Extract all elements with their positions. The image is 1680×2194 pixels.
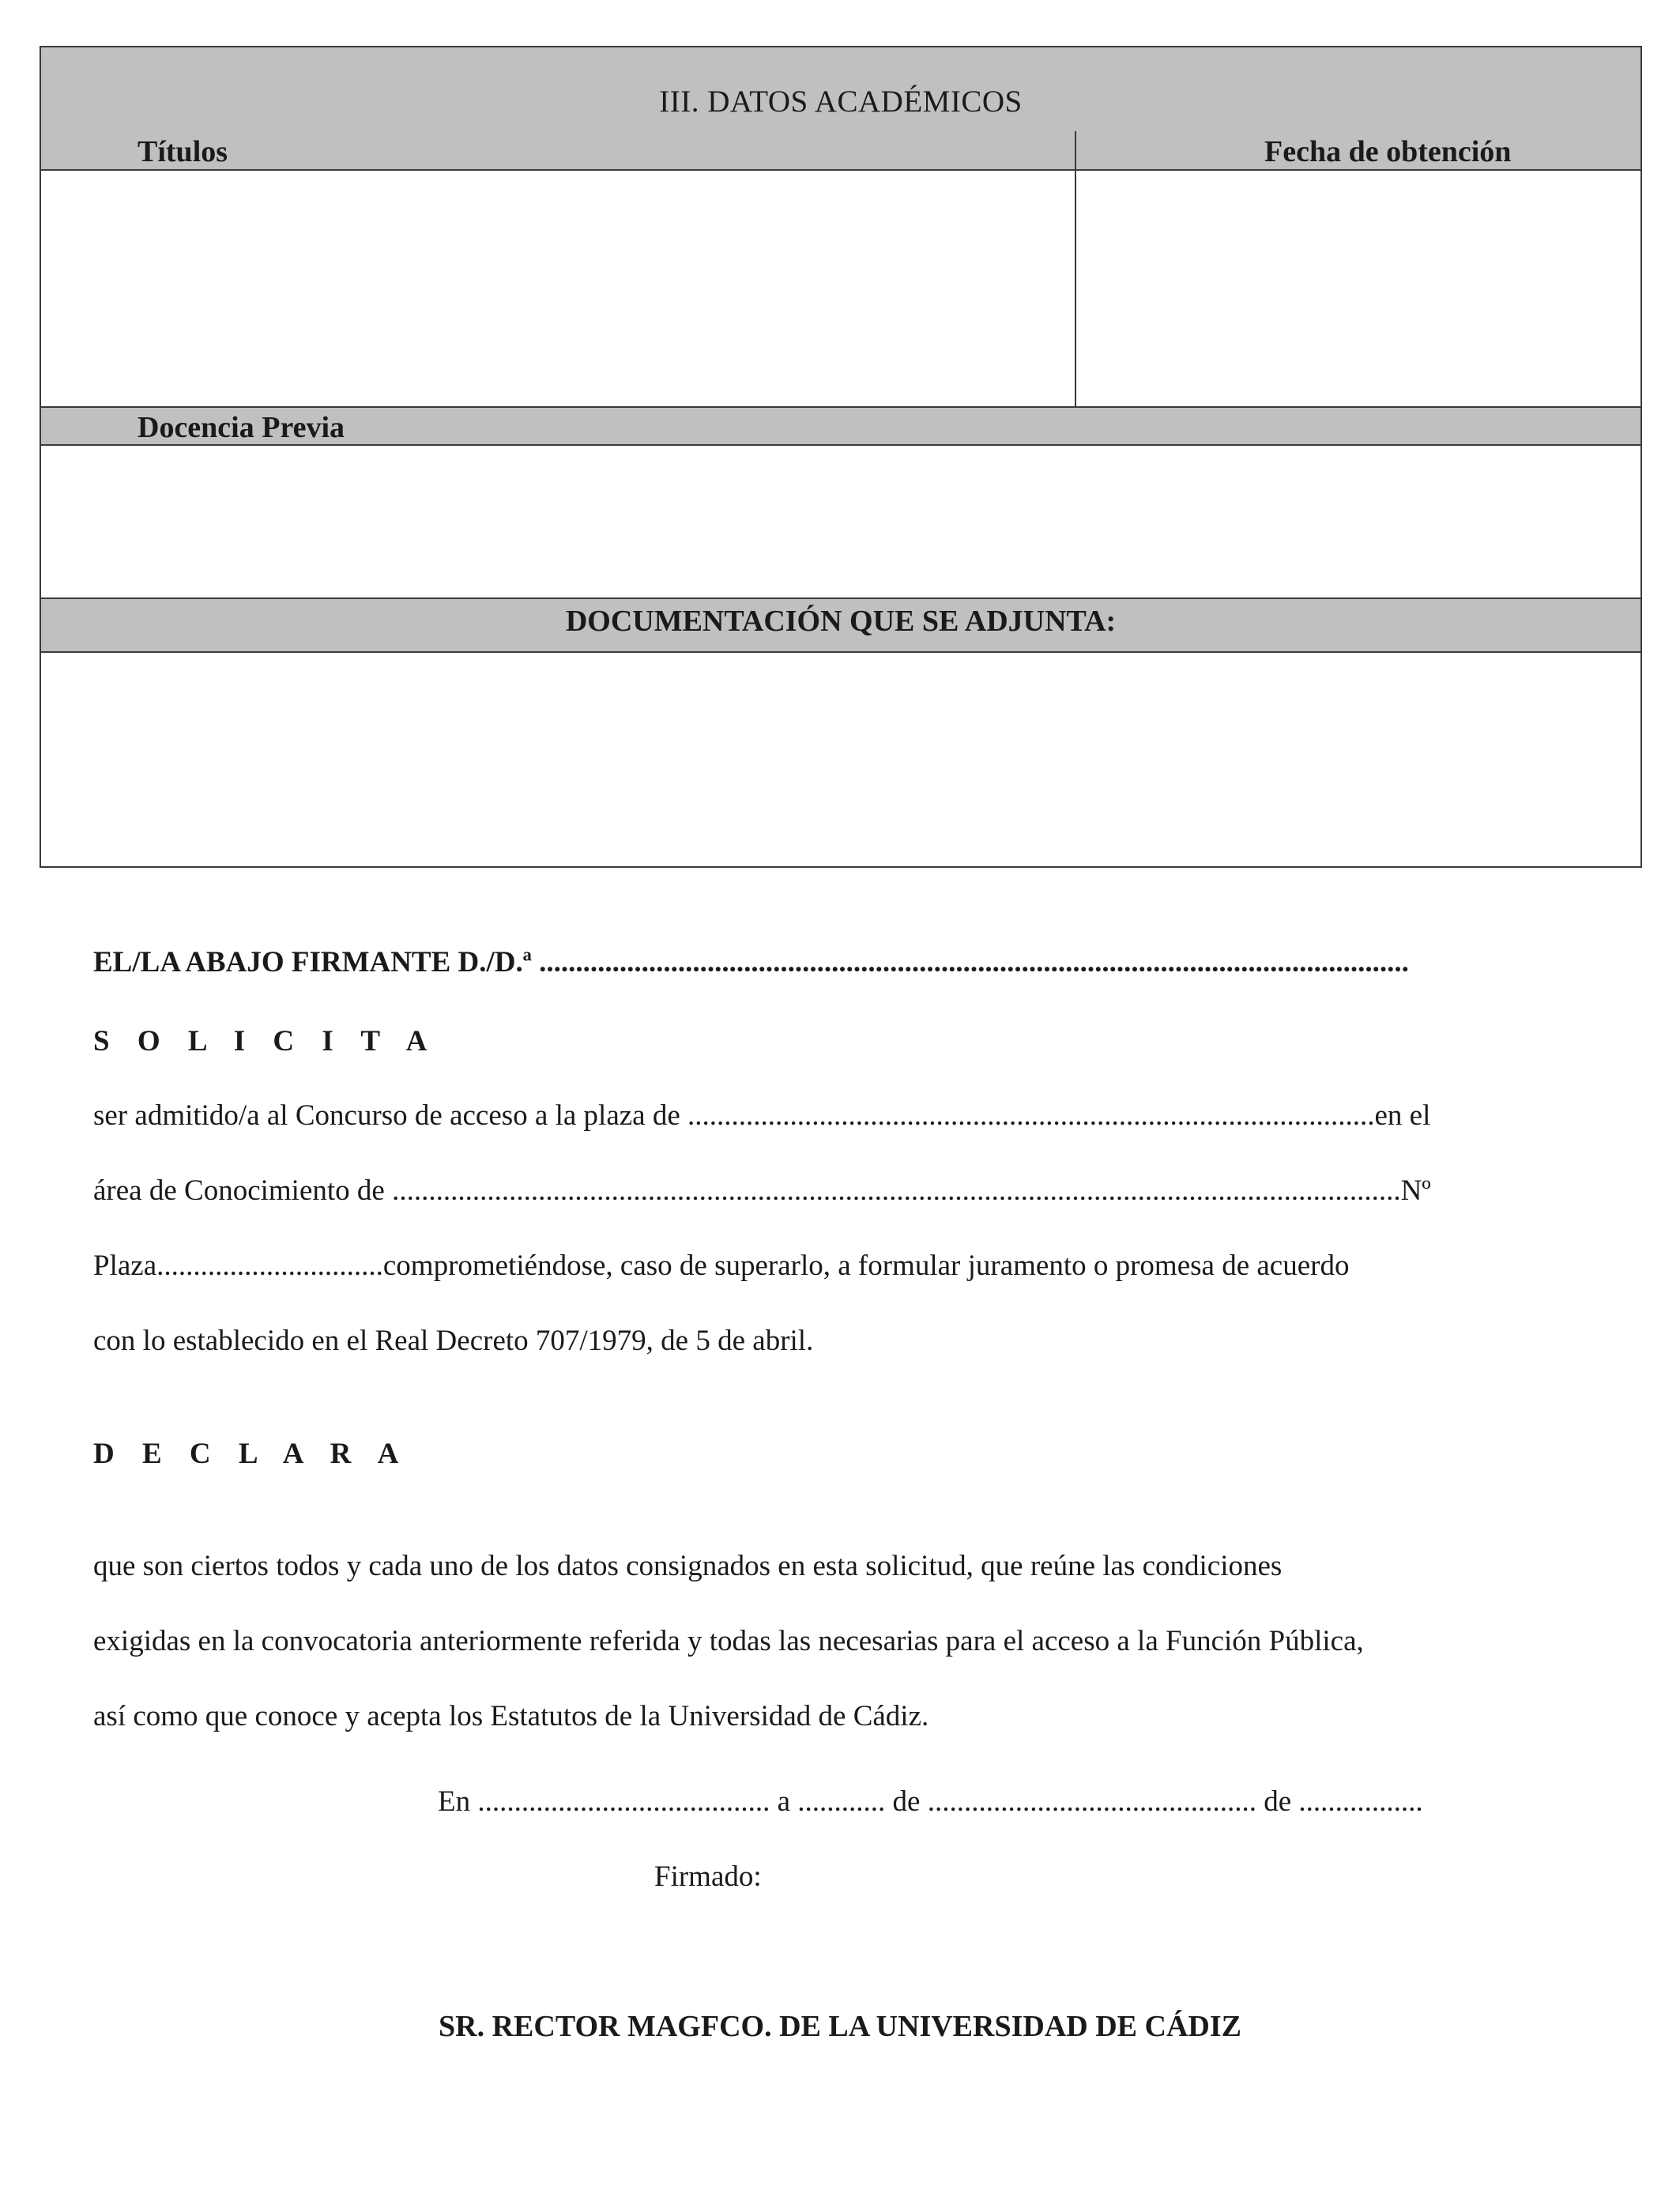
- firmado-label: Firmado:: [654, 1860, 762, 1893]
- section-title: III. DATOS ACADÉMICOS: [659, 85, 1023, 119]
- solicita-line-3: Plaza...............................comprometiéndose, caso de superarlo, a formular juramento o promesa de acuerdo: [93, 1250, 1350, 1282]
- declara-line-2: exigidas en la convocatoria anteriormente referida y todas las necesarias para el acceso a la Función Pública,: [93, 1625, 1364, 1657]
- titulos-field[interactable]: [41, 171, 1075, 406]
- fecha-column-header: Fecha de obtención: [1264, 135, 1512, 168]
- destinatario: SR. RECTOR MAGFCO. DE LA UNIVERSIDAD DE CÁDIZ: [439, 2010, 1241, 2043]
- section-header: [41, 47, 1640, 133]
- documentacion-header-row: [41, 598, 1640, 653]
- declara-line-1: que son ciertos todos y cada uno de los datos consignados en esta solicitud, que reúne las condiciones: [93, 1550, 1283, 1582]
- titles-header-row: [41, 131, 1640, 171]
- declara-line-3: así como que conoce y acepta los Estatutos de la Universidad de Cádiz.: [93, 1700, 929, 1732]
- documentacion-label: DOCUMENTACIÓN QUE SE ADJUNTA:: [565, 605, 1117, 638]
- solicita-line-4: con lo establecido en el Real Decreto 707/1979, de 5 de abril.: [93, 1325, 814, 1357]
- docencia-previa-label: Docencia Previa: [137, 411, 345, 444]
- docencia-header-row: [41, 406, 1640, 446]
- firmante-line: EL/LA ABAJO FIRMANTE D./D.ª .......................................................................................................................: [93, 946, 1409, 978]
- titulos-column-header: Títulos: [137, 135, 228, 168]
- solicita-heading: S O L I C I T A: [93, 1025, 438, 1057]
- fecha-obtencion-field[interactable]: [1076, 171, 1640, 406]
- solicita-line-2: área de Conocimiento de ..........................................................................................................................................Nº: [93, 1174, 1431, 1207]
- documentacion-field[interactable]: [41, 653, 1640, 866]
- lugar-fecha-line: En ........................................ a ............ de ............................................. de .................: [438, 1785, 1423, 1818]
- academic-data-table: [40, 46, 1642, 868]
- docencia-previa-field[interactable]: [41, 446, 1640, 598]
- declara-heading: D E C L A R A: [93, 1438, 409, 1470]
- solicita-line-1: ser admitido/a al Concurso de acceso a la plaza de ..............................................................................................en el: [93, 1099, 1431, 1132]
